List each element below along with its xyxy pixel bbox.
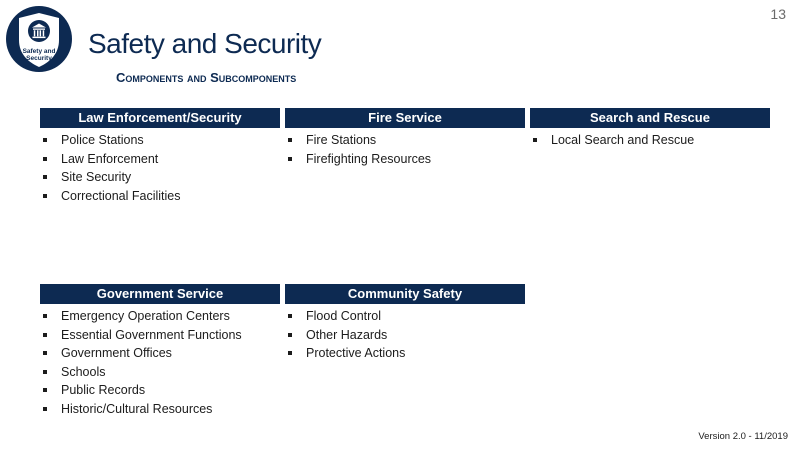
page-title: Safety and Security xyxy=(88,28,322,59)
page-number: 13 xyxy=(770,6,786,22)
component-list xyxy=(40,307,280,419)
shield-badge-icon xyxy=(4,4,74,74)
section-header: Law Enforcement/Security xyxy=(40,108,280,128)
page-subtitle: Components and Subcomponents xyxy=(116,70,297,85)
logo-text-line2: Security xyxy=(26,54,52,62)
list-item: Flood Control xyxy=(285,307,525,326)
list-item: Site Security xyxy=(40,168,280,187)
list-item: Firefighting Resources xyxy=(285,150,525,169)
list-item: Correctional Facilities xyxy=(40,187,280,206)
component-list xyxy=(285,131,525,168)
list-item: Public Records xyxy=(40,381,280,400)
list-item: Local Search and Rescue xyxy=(530,131,770,150)
list-item: Law Enforcement xyxy=(40,150,280,169)
section-header: Government Service xyxy=(40,284,280,304)
list-item: Essential Government Functions xyxy=(40,326,280,345)
component-list xyxy=(40,131,280,205)
list-item: Government Offices xyxy=(40,344,280,363)
component-list xyxy=(285,307,525,363)
section-search-rescue xyxy=(530,108,770,150)
safety-security-logo xyxy=(4,4,74,74)
logo-text-line1: Safety and xyxy=(22,48,56,55)
section-header: Community Safety xyxy=(285,284,525,304)
list-item: Emergency Operation Centers xyxy=(40,307,280,326)
section-header: Search and Rescue xyxy=(530,108,770,128)
version-footer: Version 2.0 - 11/2019 xyxy=(698,431,788,442)
section-law-enforcement xyxy=(40,108,280,205)
section-fire-service xyxy=(285,108,525,168)
list-item: Protective Actions xyxy=(285,344,525,363)
list-item: Police Stations xyxy=(40,131,280,150)
list-item: Other Hazards xyxy=(285,326,525,345)
list-item: Fire Stations xyxy=(285,131,525,150)
list-item: Historic/Cultural Resources xyxy=(40,400,280,419)
list-item: Schools xyxy=(40,363,280,382)
section-header: Fire Service xyxy=(285,108,525,128)
component-list xyxy=(530,131,770,150)
section-community-safety xyxy=(285,284,525,363)
section-government-service xyxy=(40,284,280,419)
